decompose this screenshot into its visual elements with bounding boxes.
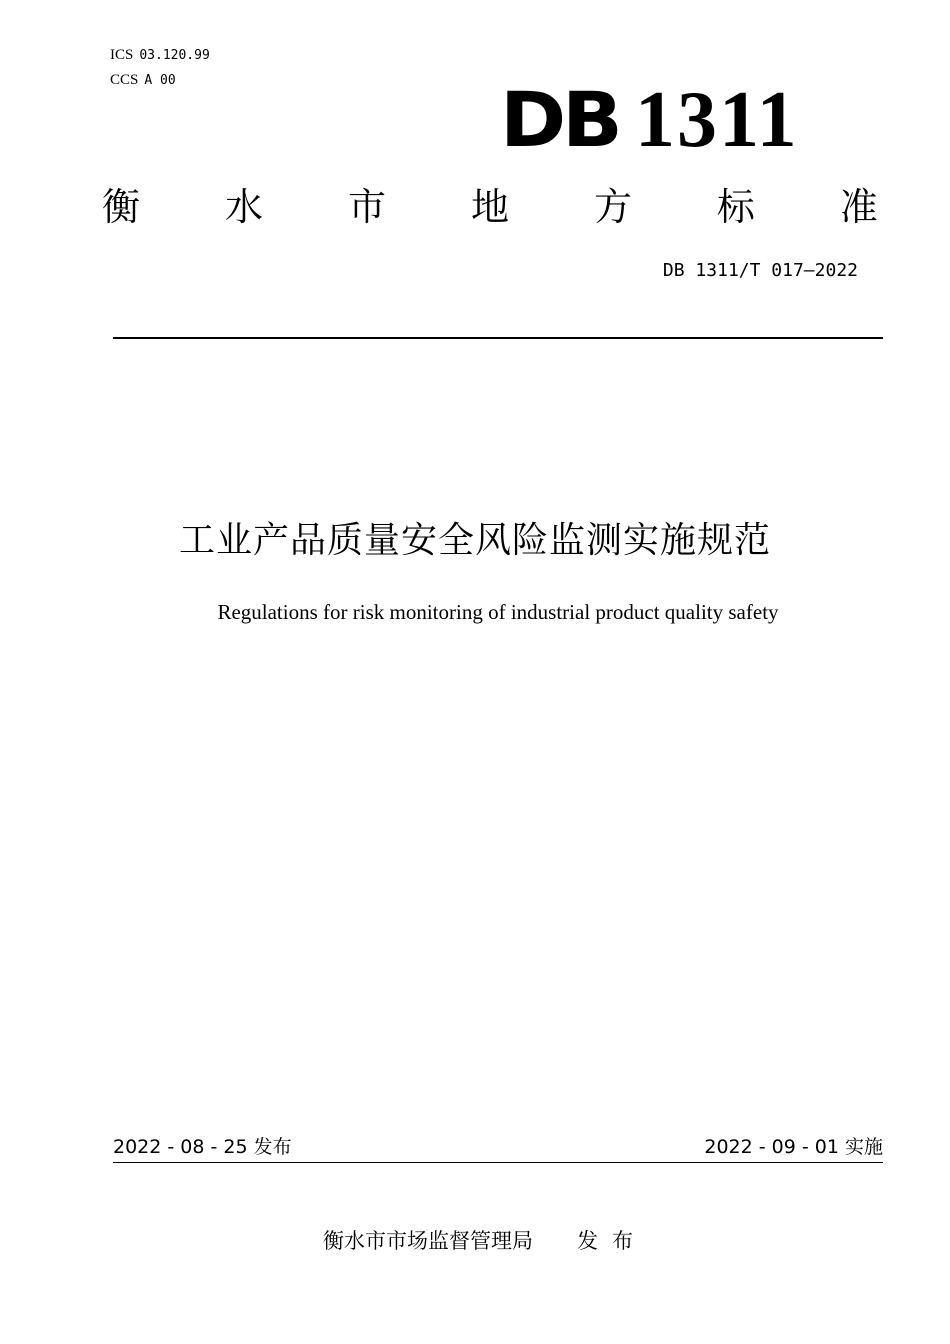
ccs-value: A 00 <box>144 73 176 88</box>
implementation-date: 2022 - 09 - 01 实施 <box>704 1136 883 1158</box>
ics-value: 03.120.99 <box>139 48 210 63</box>
issuer-name: 衡水市市场监督管理局 <box>323 1229 533 1253</box>
issue-date: 2022 - 08 - 25 发布 <box>113 1136 292 1158</box>
standard-class-title <box>102 184 878 230</box>
standard-class-char: 标 <box>716 185 755 229</box>
ccs-code <box>110 71 176 90</box>
logo-number: 1311 <box>635 76 799 164</box>
issuer-line <box>323 1227 647 1255</box>
header-divider <box>113 337 883 339</box>
standard-number: DB 1311/T 017—2022 <box>662 260 858 281</box>
standard-class-char: 市 <box>347 185 386 229</box>
ccs-label: CCS <box>110 72 139 88</box>
standard-class-char: 水 <box>224 185 263 229</box>
standard-class-char: 衡 <box>102 185 141 229</box>
standard-class-char: 准 <box>839 185 878 229</box>
footer-divider <box>113 1162 883 1163</box>
standard-class-char: 地 <box>470 185 509 229</box>
ics-label: ICS <box>110 47 134 63</box>
document-title-english: Regulations for risk monitoring of industrial product quality safety <box>217 600 779 624</box>
document-title-chinese: 工业产品质量安全风险监测实施规范 <box>178 520 771 561</box>
logo-letters: DB <box>500 75 619 164</box>
standard-logo <box>500 75 799 164</box>
issuer-action: 发布 <box>577 1229 647 1253</box>
standard-class-char: 方 <box>593 185 632 229</box>
ics-code <box>110 46 210 65</box>
